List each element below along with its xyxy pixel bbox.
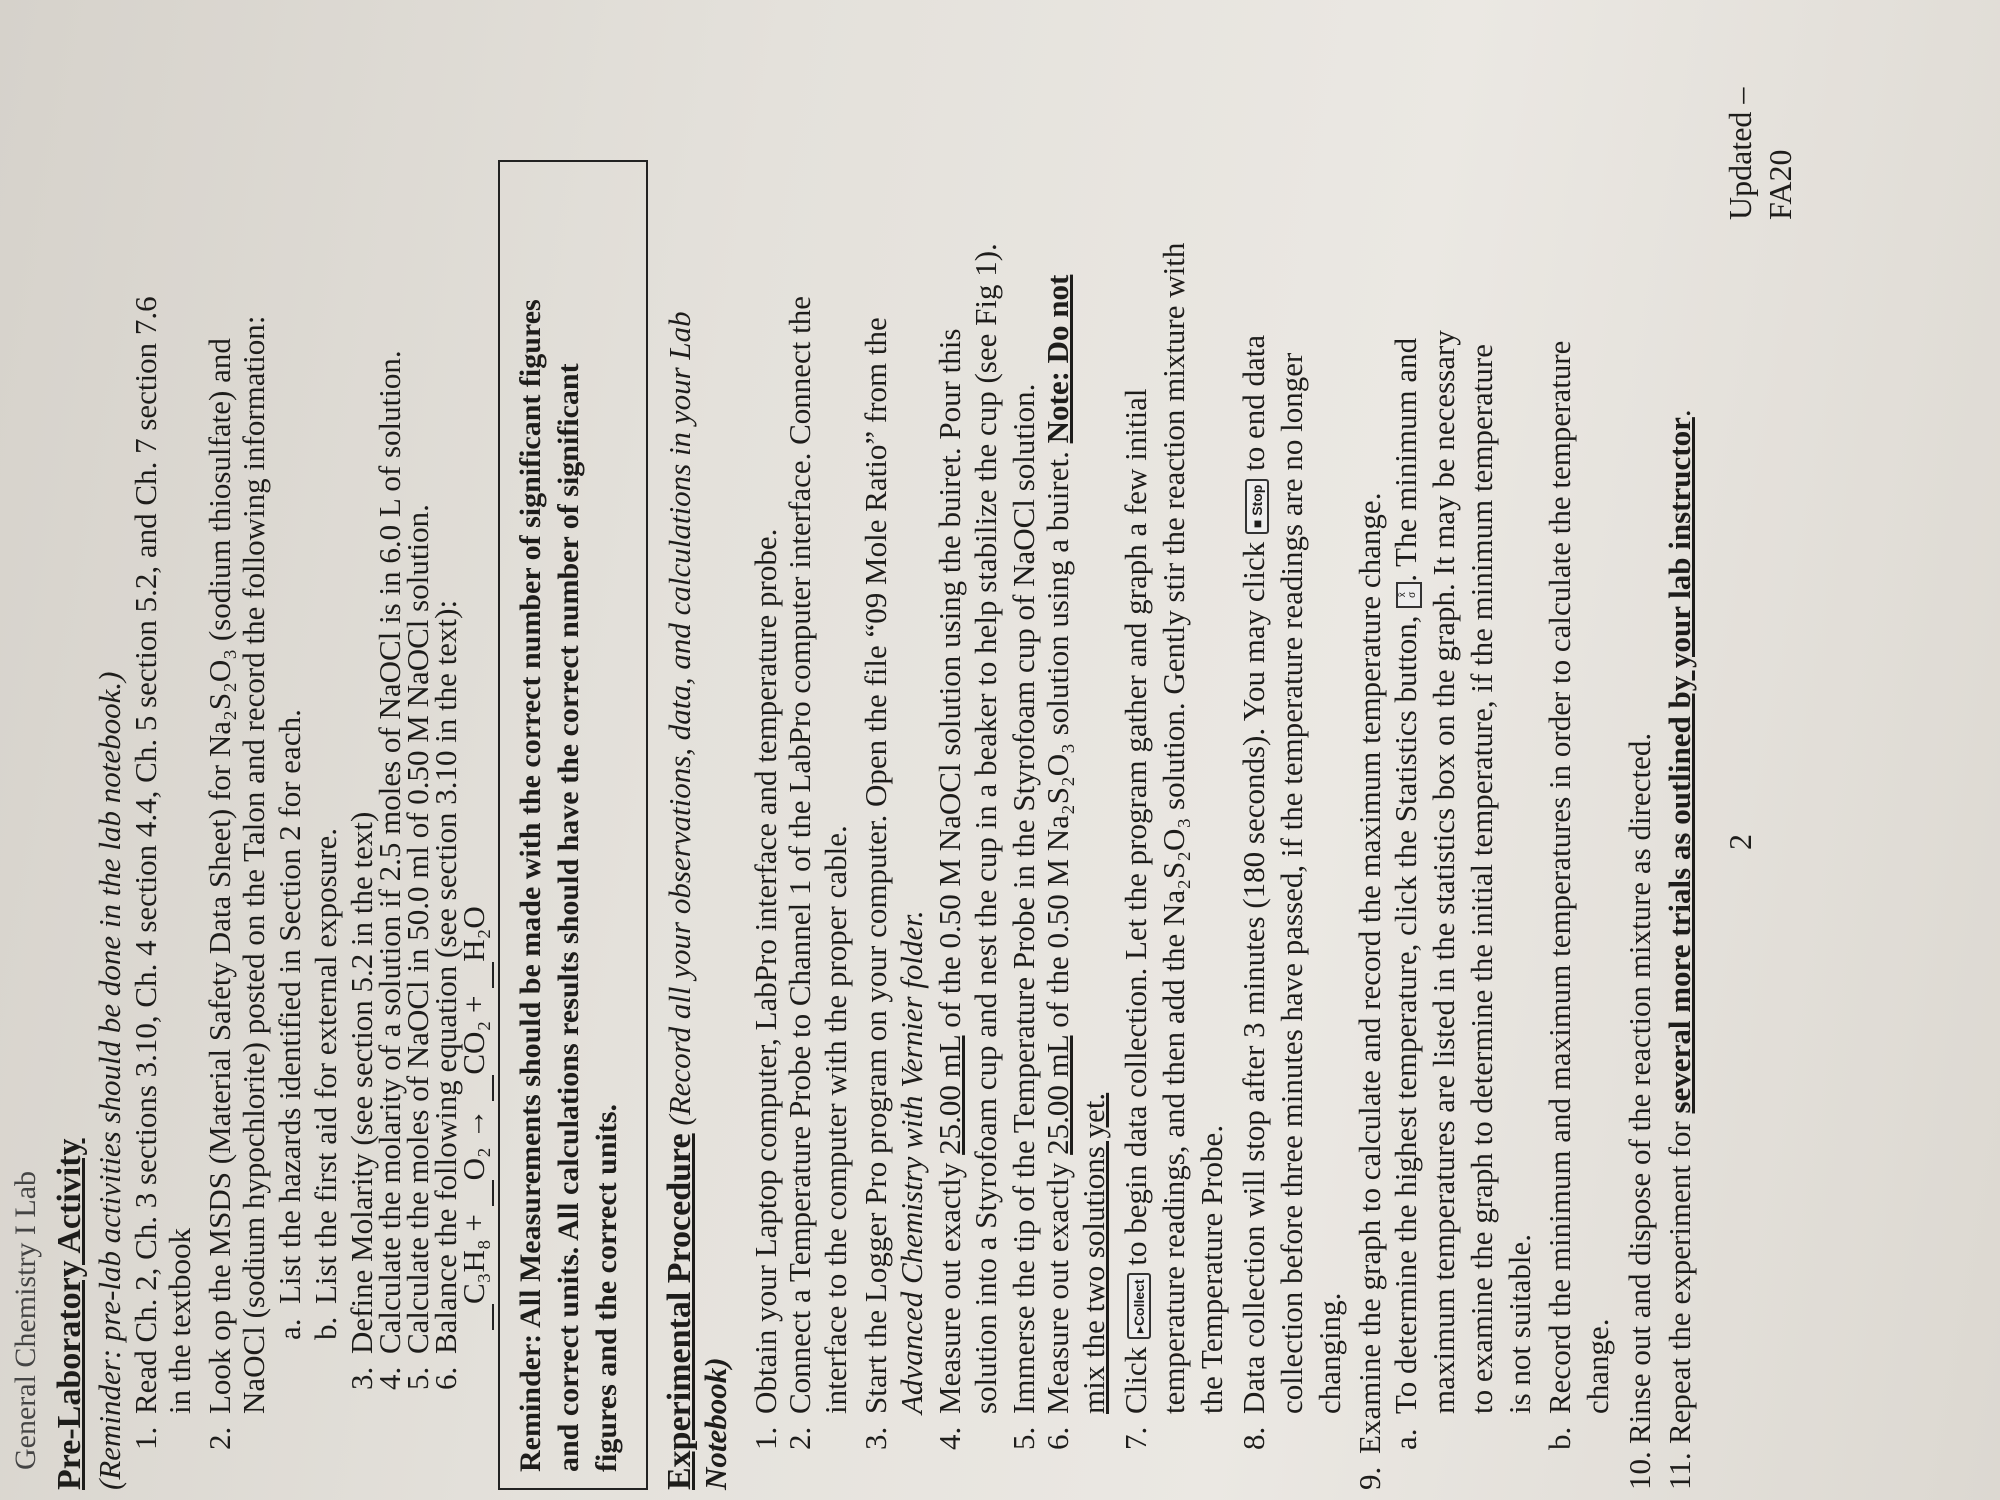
procedure-subtitle-cont: Notebook) (698, 1357, 733, 1490)
step-3: 3.Start the Logger Pro program on your computer. Open the file “09 Mole Ratio” from the (858, 317, 893, 1450)
step-9: 9.Examine the graph to calculate and record the maximum temperature change. (1352, 492, 1387, 1490)
updated-label: Updated – FA20 (1722, 87, 1798, 220)
step-6: 6.Measure out exactly 25.00 mL of the 0.50 M Na₂S₂O₃ solution using a buiret. Note: Do not (1040, 274, 1075, 1450)
step-1: 1.Obtain your Laptop computer, LabPro interface and temperature probe. (748, 528, 783, 1450)
eq-product-1: CO₂ + (456, 995, 491, 1075)
prelab-title: Pre-Laboratory Activity (51, 1138, 88, 1490)
reminder-line-2: and correct units. All calculations results should have the correct number of significant (552, 363, 585, 1472)
prelab-item-4: 4.Calculate the molarity of a solution if 2.5 moles of NaOCl is in 6.0 L of solution. (372, 350, 407, 1390)
step-11: 11.Repeat the experiment for several more trials as outlined by your lab instructor. (1662, 409, 1697, 1490)
step-9a-cont-1: maximum temperatures are listed in the statistics box on the graph. It may be necessary (1426, 330, 1461, 1414)
step-6-cont: mix the two solutions yet. (1076, 1092, 1111, 1414)
collect-button-image: ▸Collect (1127, 1273, 1151, 1339)
prelab-item-2a: a.List the hazards identified in Section 2 for each. (272, 709, 307, 1340)
step-4: 4.Measure out exactly 25.00 mL of the 0.50 M NaOCl solution using the buiret. Pour this (932, 328, 967, 1450)
step-9a: a.To determine the highest temperature, click the Statistics button, x̄ σ. The minimum and (1388, 337, 1423, 1450)
step-5: 5.Immerse the tip of the Temperature Probe in the Styrofoam cup of NaOCl solution. (1006, 383, 1041, 1450)
step-10: 10.Rinse out and dispose of the reaction mixture as directed. (1622, 732, 1657, 1490)
reminder-line-3: figures and the correct units. (590, 1103, 623, 1472)
prelab-item-3: 3.Define Molarity (see section 5.2 in the text) (344, 811, 379, 1390)
step-9a-cont-2: to examine the graph to determine the initial temperature, if the minimum temperature (1464, 344, 1499, 1414)
step-3-cont: Advanced Chemistry with Vernier folder. (894, 910, 929, 1414)
eq-arrow: → (456, 1108, 491, 1140)
balance-equation (454, 906, 494, 1330)
page-header: General Chemistry I Lab (9, 1170, 42, 1470)
step-4-cont: solution into a Styrofoam cup and nest the cup in a beaker to help stabilize the cup (see Fig 1). (968, 243, 1003, 1414)
procedure-title: Experimental Procedure (661, 1133, 698, 1490)
eq-reactant-1: C₃H₈ + (456, 1214, 491, 1304)
procedure-heading (660, 311, 700, 1490)
step-7-cont-2: the Temperature Probe. (1194, 1124, 1229, 1414)
document-page (9, 10, 1980, 1490)
prelab-item-5: 5.Calculate the moles of NaOCl in 50.0 ml of 0.50 M NaOCl solution. (400, 504, 435, 1390)
reminder-line-1: Reminder: All Measurements should be made with the correct number of significant figures (514, 299, 547, 1472)
stop-button-image: ■ Stop (1245, 479, 1269, 534)
significant-figures-reminder-box (498, 160, 648, 1490)
eq-product-2: H₂O (456, 906, 491, 962)
step-2-cont: interface to the computer with the proper cable. (818, 825, 853, 1414)
step-8: 8.Data collection will stop after 3 minutes (180 seconds). You may click ■ Stop to end data (1236, 334, 1271, 1450)
prelab-item-1-cont: in the textbook (162, 1228, 197, 1414)
step-9a-cont-3: is not suitable. (1502, 1234, 1537, 1414)
step-8-cont-1: collection before three minutes have passed, if the temperature readings are no longer (1274, 352, 1309, 1414)
procedure-subtitle: (Record all your observations, data, and calculations in your Lab (662, 311, 697, 1126)
prelab-item-2: 2.Look op the MSDS (Material Safety Data Sheet) for Na₂S₂O₃ (sodium thiosulfate) and (202, 338, 237, 1450)
step-9b: b.Record the minimum and maximum temperatures in order to calculate the temperature (1542, 340, 1577, 1450)
prelab-item-6: 6.Balance the following equation (see section 3.10 in the text): (428, 599, 463, 1390)
step-7: 7.Click ▸Collect to begin data collection. Let the program gather and graph a few initial (1118, 388, 1153, 1450)
eq-reactant-2: O₂ (456, 1147, 491, 1181)
step-9b-cont: change. (1580, 1318, 1615, 1414)
step-8-cont-2: changing. (1312, 1292, 1347, 1414)
statistics-icon: x̄ σ (1396, 582, 1422, 608)
step-2: 2.Connect a Temperature Probe to Channel 1 of the LabPro computer interface. Connect the (782, 295, 817, 1450)
prelab-item-1: 1.Read Ch. 2, Ch. 3 sections 3.10, Ch. 4 section 4.4, Ch. 5 section 5.2, and Ch. 7 section 7.6 (128, 296, 163, 1450)
step-7-cont-1: temperature readings, and then add the Na₂S₂O₃ solution. Gently stir the reaction mixture with (1156, 242, 1191, 1414)
page-number: 2 (1722, 834, 1758, 850)
prelab-reminder: (Reminder: pre-lab activities should be done in the lab notebook.) (92, 671, 127, 1490)
prelab-item-2-cont: NaOCl (sodium hypochlorite) posted on the Talon and record the following information: (236, 315, 271, 1414)
prelab-item-2b: b.List the first aid for external exposure. (308, 827, 343, 1340)
